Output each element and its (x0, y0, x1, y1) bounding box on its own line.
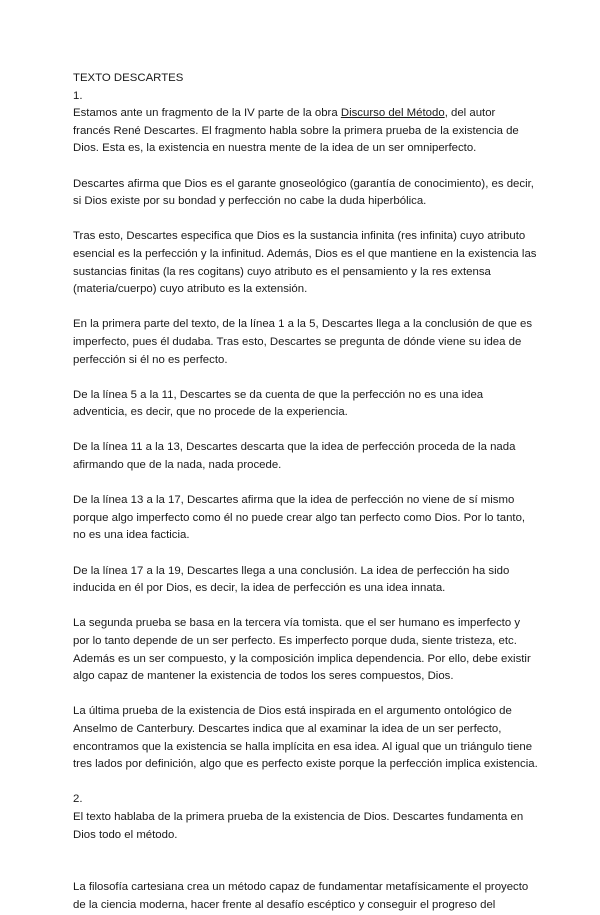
paragraph-closing (73, 879, 540, 914)
intro-text (73, 105, 535, 158)
paragraph-line: En la primera parte del texto, de la línea 1 a la 5, Descartes llega a la conclusión de que es (73, 318, 533, 331)
paragraph (73, 563, 540, 598)
paragraph-line: La segunda prueba se basa en la tercera vía tomista. que el ser humano es imperfecto y (73, 617, 521, 630)
paragraph-line: porque algo imperfecto como él no puede crear algo tan perfecto como Dios. Por lo tanto, (73, 511, 526, 524)
paragraph-line: Tras esto, Descartes especifica que Dios es la sustancia infinita (res infinita) cuyo atributo (73, 230, 526, 243)
paragraph-line: De la línea 5 a la 11, Descartes se da cuenta de que la perfección no es una idea (73, 388, 484, 401)
paragraph-line: inducida en él por Dios, es decir, la idea de perfección es una idea innata. (73, 582, 446, 595)
paragraph-line: algo capaz de mantener la existencia de todos los seres compuestos, Dios. (73, 670, 454, 683)
paragraph-line: De la línea 17 a la 19, Descartes llega a una conclusión. La idea de perfección ha sido (73, 564, 510, 577)
paragraph-section-2 (73, 809, 540, 844)
paragraph-line: sustancias finitas (la res cogitans) cuyo atributo es el pensamiento y la res extensa (73, 265, 491, 278)
paragraph (73, 387, 540, 422)
paragraph (73, 176, 540, 211)
paragraph-line: (materia/cuerpo) cuyo atributo es la extensión. (73, 283, 308, 296)
spacer (73, 862, 540, 880)
paragraph-line: por lo tanto depende de un ser perfecto. Es imperfecto porque duda, siente tristeza, etc. (73, 635, 517, 647)
work-title-link: Discurso del Método (340, 107, 445, 120)
paragraph-line: Anselmo de Canterbury. Descartes indica que al examinar la idea de un ser perfecto, (73, 722, 502, 735)
paragraph (73, 492, 540, 545)
section-2-number: 2. (73, 793, 83, 806)
intro-before-link: Estamos ante un fragmento de la IV parte de la obra (73, 107, 341, 120)
section-1-number: 1. (73, 89, 83, 102)
paragraph-line: esencial es la perfección y la infinitud. Además, Dios es el que mantiene en la existencia las (73, 247, 537, 260)
paragraph-line: Descartes afirma que Dios es el garante gnoseológico (garantía de conocimiento), es decir, (73, 177, 534, 190)
paragraph (73, 316, 540, 369)
paragraph-line: imperfecto, pues él dudaba. Tras esto, Descartes se pregunta de dónde viene su idea de (73, 335, 522, 348)
intro-after-link: , del autor francés René Descartes. El fragmento habla sobre la primera prueba de la existencia de Dios. Esta es, la existencia en nuestra mente de la idea de un ser omniperfecto. (73, 107, 519, 155)
paragraph-line: perfección si él no es perfecto. (73, 353, 228, 366)
document-title: TEXTO DESCARTES (73, 72, 184, 84)
paragraph-line: De la línea 11 a la 13, Descartes descarta que la idea de perfección proceda de la nada (73, 441, 516, 454)
paragraph-intro (73, 105, 540, 158)
paragraph (73, 228, 540, 298)
paragraph-line: Además es un ser compuesto, y la composición implica dependencia. Por ello, debe existir (73, 652, 531, 665)
paragraph-line: no es una idea facticia. (73, 529, 190, 542)
paragraph-line: De la línea 13 a la 17, Descartes afirma que la idea de perfección no viene de sí mismo (73, 494, 515, 507)
paragraph-line: si Dios existe por su bondad y perfección no cabe la duda hiperbólica. (73, 195, 427, 208)
paragraph-line: de la ciencia moderna, hacer frente al desafío escéptico y conseguir el progreso del (73, 898, 496, 911)
body-paragraphs (73, 176, 540, 774)
paragraph-line: Dios todo el método. (73, 828, 178, 841)
paragraph-line: adventicia, es decir, que no procede de la experiencia. (73, 406, 348, 419)
paragraph-line: encontramos que la existencia se halla implícita en esa idea. Al igual que un triángulo tiene (73, 740, 533, 753)
paragraph (73, 615, 540, 685)
paragraph-line: La filosofía cartesiana crea un método capaz de fundamentar metafísicamente el proyecto (73, 881, 529, 894)
paragraph (73, 439, 540, 474)
paragraph (73, 703, 540, 773)
paragraph-line: El texto hablaba de la primera prueba de la existencia de Dios. Descartes fundamenta en (73, 810, 524, 823)
paragraph-line: tres lados por definición, algo que es perfecto existe porque la perfección implica existencia. (73, 758, 538, 771)
paragraph-line: La última prueba de la existencia de Dios está inspirada en el argumento ontológico de (73, 705, 512, 718)
paragraph-line: afirmando que de la nada, nada procede. (73, 459, 282, 472)
